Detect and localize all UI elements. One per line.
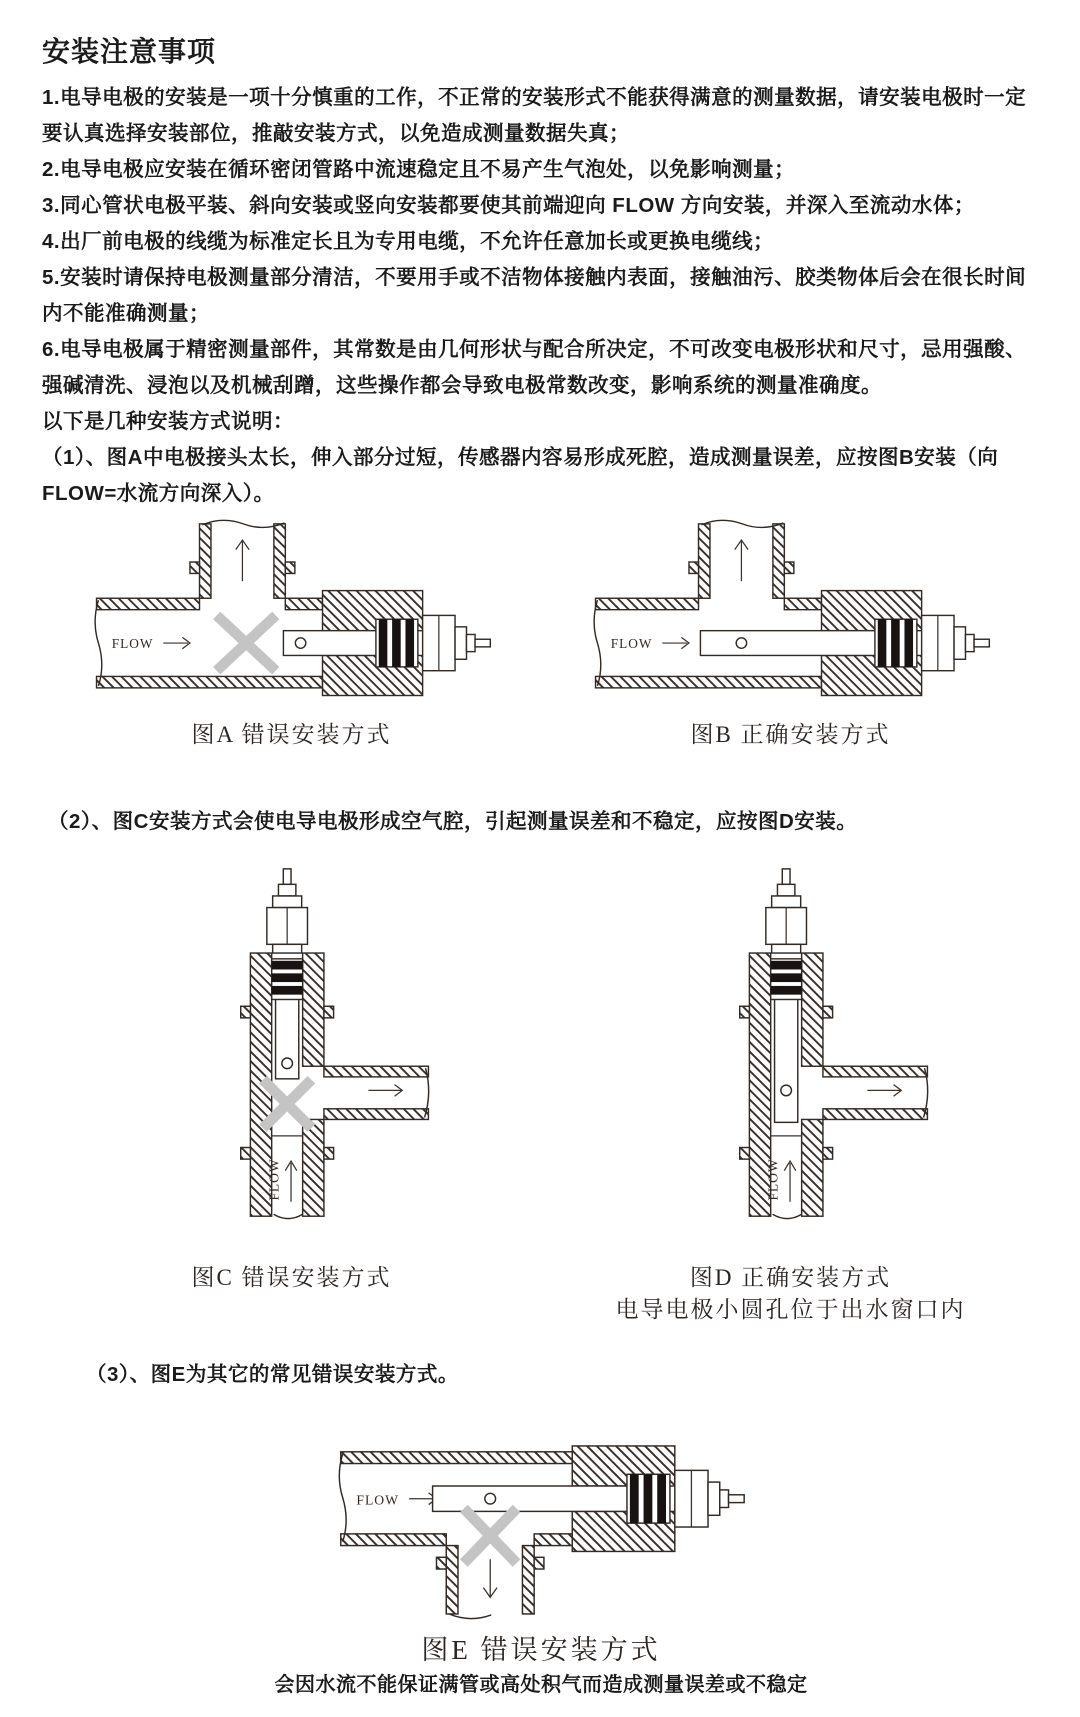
diagram-a (87, 518, 497, 709)
figure-d-caption (616, 1262, 966, 1326)
electrode-hole (295, 638, 305, 648)
electrode-probe (433, 1486, 630, 1511)
figure-row-ab (42, 518, 1040, 751)
diagram-d (641, 865, 941, 1252)
note-line: 1.电导电极的安装是一项十分慎重的工作，不正常的安装形式不能获得满意的测量数据，请安装电极时一定 (42, 86, 1027, 109)
note-line: 要认真选择安装部位，推敲安装方式，以免造成测量数据失真； (42, 122, 630, 145)
note-line: 内不能准确测量； (42, 302, 210, 325)
figure-d-caption-line2: 电导电极小圆孔位于出水窗口内 (615, 1297, 966, 1322)
wrong-cross-icon (216, 615, 275, 670)
pipe-outlet-right (323, 1066, 428, 1119)
seal-rings (627, 1474, 670, 1523)
pipe-branch-up (189, 520, 294, 598)
flow-label: FLOW (610, 635, 652, 651)
up-arrow-icon (784, 1161, 796, 1202)
page-title: 安装注意事项 (42, 36, 217, 67)
electrode-hole (780, 1085, 791, 1096)
figure-e (42, 1430, 1040, 1697)
figure-d (541, 865, 1040, 1326)
electrode-hole (736, 638, 746, 648)
section-2-text: （2）、图C安装方式会使电导电极形成空气腔，引起测量误差和不稳定，应按图D安装。 (48, 810, 858, 833)
electrode-connector (921, 615, 989, 670)
right-arrow-icon (368, 1085, 402, 1097)
figure-e-caption: 图E 错误安装方式 (421, 1635, 661, 1665)
electrode-hole (485, 1493, 496, 1504)
figure-d-caption-line1: 图D 正确安装方式 (689, 1265, 892, 1290)
flow-label: FLOW (265, 1158, 281, 1201)
right-arrow-icon (867, 1085, 901, 1097)
diagram-e (331, 1430, 751, 1626)
section-3-text: （3）、图E为其它的常见错误安装方式。 (86, 1363, 459, 1386)
note-line: 5.安装时请保持电极测量部分清洁，不要用手或不洁物体接触内表面，接触油污、胶类物体后会在很长时间 (42, 266, 1027, 289)
flow-arrow-icon (662, 637, 689, 648)
figure-b-caption: 图B 正确安装方式 (690, 722, 891, 747)
flow-label: FLOW (111, 635, 153, 651)
pipe-outlet-right (822, 1066, 927, 1119)
figure-c (42, 865, 541, 1294)
up-arrow-icon (235, 540, 248, 581)
diagram-c (142, 865, 442, 1252)
seal-rings (375, 619, 417, 667)
electrode-probe (700, 631, 877, 656)
figure-c-caption: 图C 错误安装方式 (191, 1265, 392, 1290)
electrode-connector (675, 1470, 744, 1527)
note-line: 强碱清洗、浸泡以及机械刮蹭，这些操作都会导致电极常数改变，影响系统的测量准确度。 (42, 374, 882, 397)
flow-label: FLOW (764, 1158, 780, 1201)
pipe-branch-up (688, 520, 793, 598)
flow-arrow-icon (163, 637, 190, 648)
note-line: FLOW=水流方向深入）。 (42, 482, 275, 505)
seal-rings (770, 959, 801, 1000)
pipe-branch-down (436, 1546, 543, 1619)
electrode-hole (281, 1058, 292, 1069)
figure-e-note: 会因水流不能保证满管或高处积气而造成测量误差或不稳定 (274, 1674, 808, 1696)
electrode-probe (283, 631, 378, 656)
note-line: 以下是几种安装方式说明： (42, 410, 294, 433)
figure-b (541, 518, 1040, 751)
note-line: 3.同心管状电极平装、斜向安装或竖向安装都要使其前端迎向 FLOW 方向安装，并深入至流动水体； (42, 194, 975, 217)
electrode-connector (765, 869, 806, 953)
note-line: （1）、图A中电极接头太长，伸入部分过短，传感器内容易形成死腔，造成测量误差，应按图B安装（向 (42, 446, 999, 469)
down-arrow-icon (483, 1559, 497, 1597)
figure-a (42, 518, 541, 751)
electrode-connector (266, 869, 307, 953)
wrong-cross-icon (464, 1508, 517, 1563)
note-line: 6.电导电极属于精密测量部件，其常数是由几何形状与配合所决定，不可改变电极形状和尺寸，忌用强酸、 (42, 338, 1027, 361)
note-line: 4.出厂前电极的线缆为标准定长且为专用电缆，不允许任意加长或更换电缆线； (42, 230, 775, 253)
flow-label: FLOW (356, 1492, 400, 1508)
figure-row-cd (42, 865, 1040, 1326)
figure-a-caption: 图A 错误安装方式 (191, 722, 392, 747)
diagram-b (586, 518, 996, 709)
electrode-connector (422, 615, 490, 670)
installation-notes (42, 80, 1040, 512)
seal-rings (271, 959, 302, 1000)
note-line: 2.电导电极应安装在循环密闭管路中流速稳定且不易产生气泡处，以免影响测量； (42, 158, 796, 181)
up-arrow-icon (285, 1161, 297, 1202)
up-arrow-icon (734, 540, 747, 581)
seal-rings (874, 619, 916, 667)
